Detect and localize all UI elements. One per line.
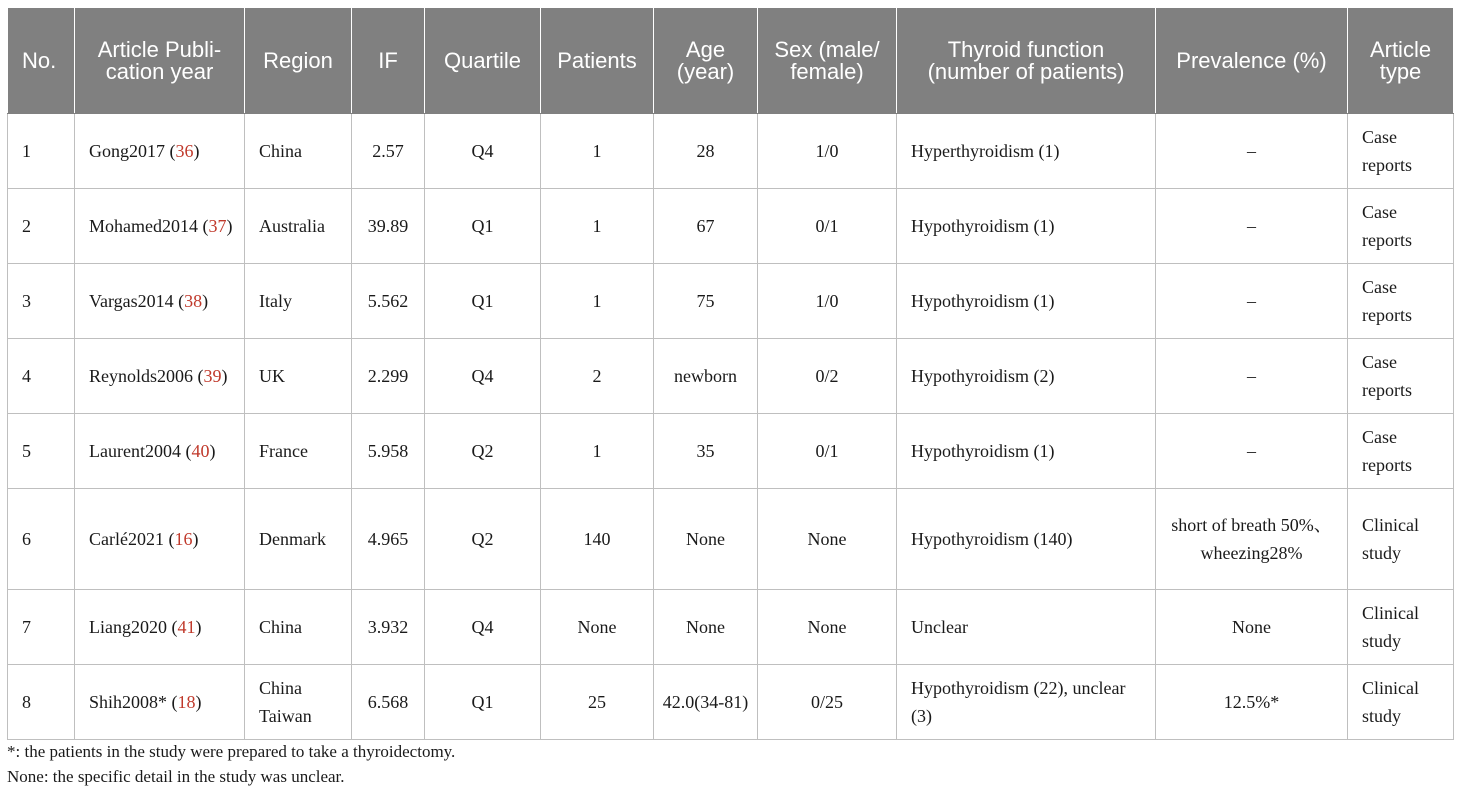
cell-type: Clinical study (1348, 590, 1454, 665)
author-year: Reynolds2006 (89, 366, 194, 386)
cell-prevalence: – (1156, 189, 1348, 264)
cell-if: 5.958 (352, 414, 425, 489)
cell-sex: None (758, 590, 897, 665)
cell-age: None (654, 590, 758, 665)
cell-no: 7 (8, 590, 75, 665)
reference-link[interactable]: 37 (208, 216, 227, 236)
cell-no: 3 (8, 264, 75, 339)
cell-patients: None (541, 590, 654, 665)
col-header-article: Article Publi-cation year (75, 8, 245, 114)
cell-thyroid: Hypothyroidism (22), unclear (3) (897, 665, 1156, 740)
cell-sex: 0/2 (758, 339, 897, 414)
cell-if: 39.89 (352, 189, 425, 264)
cell-patients: 140 (541, 489, 654, 590)
author-year: Gong2017 (89, 141, 165, 161)
cell-region: China (245, 114, 352, 189)
footnote-none: None: the specific detail in the study was unclear. (7, 767, 345, 786)
cell-if: 5.562 (352, 264, 425, 339)
cell-thyroid: Hypothyroidism (140) (897, 489, 1156, 590)
reference-link[interactable]: 36 (175, 141, 194, 161)
cell-quartile: Q4 (425, 114, 541, 189)
cell-sex: 0/1 (758, 414, 897, 489)
cell-no: 1 (8, 114, 75, 189)
cell-type: Case reports (1348, 264, 1454, 339)
footnote-asterisk: *: the patients in the study were prepared to take a thyroidectomy. (7, 742, 456, 761)
col-header-age: Age (year) (654, 8, 758, 114)
cell-type: Case reports (1348, 114, 1454, 189)
cell-region: Italy (245, 264, 352, 339)
cell-no: 8 (8, 665, 75, 740)
table-row (8, 264, 1454, 339)
cell-patients: 1 (541, 189, 654, 264)
cell-article: Reynolds2006 (39) (75, 339, 245, 414)
col-header-sex: Sex (male/ female) (758, 8, 897, 114)
reference-link[interactable]: 18 (177, 692, 196, 712)
table-container (7, 7, 1453, 740)
cell-no: 5 (8, 414, 75, 489)
table-row (8, 414, 1454, 489)
cell-article: Shih2008* (18) (75, 665, 245, 740)
reference-link[interactable]: 41 (177, 617, 196, 637)
col-header-type: Article type (1348, 8, 1454, 114)
cell-age: 67 (654, 189, 758, 264)
col-header-region: Region (245, 8, 352, 114)
cell-prevalence: 12.5%* (1156, 665, 1348, 740)
cell-type: Case reports (1348, 414, 1454, 489)
cell-thyroid: Hypothyroidism (1) (897, 189, 1156, 264)
table-row (8, 665, 1454, 740)
cell-quartile: Q2 (425, 414, 541, 489)
table-row (8, 114, 1454, 189)
cell-sex: None (758, 489, 897, 590)
thyroid-studies-table (7, 7, 1454, 740)
cell-patients: 25 (541, 665, 654, 740)
cell-region: UK (245, 339, 352, 414)
col-header-prevalence: Prevalence (%) (1156, 8, 1348, 114)
cell-prevalence: short of breath 50%、wheezing28% (1156, 489, 1348, 590)
cell-region: China Taiwan (245, 665, 352, 740)
cell-if: 4.965 (352, 489, 425, 590)
cell-age: 35 (654, 414, 758, 489)
cell-region: Australia (245, 189, 352, 264)
cell-article: Mohamed2014 (37) (75, 189, 245, 264)
author-year: Liang2020 (89, 617, 167, 637)
cell-type: Case reports (1348, 189, 1454, 264)
col-header-no: No. (8, 8, 75, 114)
cell-sex: 0/1 (758, 189, 897, 264)
cell-prevalence: – (1156, 114, 1348, 189)
cell-thyroid: Hypothyroidism (2) (897, 339, 1156, 414)
cell-quartile: Q1 (425, 264, 541, 339)
cell-if: 6.568 (352, 665, 425, 740)
cell-if: 2.299 (352, 339, 425, 414)
cell-quartile: Q2 (425, 489, 541, 590)
cell-thyroid: Hyperthyroidism (1) (897, 114, 1156, 189)
author-year: Laurent2004 (89, 441, 181, 461)
cell-article: Gong2017 (36) (75, 114, 245, 189)
cell-prevalence: None (1156, 590, 1348, 665)
cell-thyroid: Hypothyroidism (1) (897, 414, 1156, 489)
cell-no: 6 (8, 489, 75, 590)
cell-prevalence: – (1156, 414, 1348, 489)
cell-patients: 1 (541, 114, 654, 189)
cell-article: Vargas2014 (38) (75, 264, 245, 339)
col-header-thyroid: Thyroid function (number of patients) (897, 8, 1156, 114)
cell-quartile: Q1 (425, 189, 541, 264)
cell-age: newborn (654, 339, 758, 414)
author-year: Mohamed2014 (89, 216, 198, 236)
cell-region: France (245, 414, 352, 489)
table-row (8, 590, 1454, 665)
cell-if: 3.932 (352, 590, 425, 665)
cell-quartile: Q1 (425, 665, 541, 740)
col-header-patients: Patients (541, 8, 654, 114)
cell-age: 28 (654, 114, 758, 189)
cell-sex: 1/0 (758, 114, 897, 189)
reference-link[interactable]: 40 (191, 441, 210, 461)
table-footnotes (7, 739, 455, 789)
table-row (8, 339, 1454, 414)
reference-link[interactable]: 38 (184, 291, 203, 311)
cell-quartile: Q4 (425, 590, 541, 665)
cell-region: China (245, 590, 352, 665)
reference-link[interactable]: 39 (203, 366, 222, 386)
cell-no: 2 (8, 189, 75, 264)
cell-no: 4 (8, 339, 75, 414)
cell-article: Carlé2021 (16) (75, 489, 245, 590)
col-header-if: IF (352, 8, 425, 114)
cell-patients: 2 (541, 339, 654, 414)
cell-type: Clinical study (1348, 489, 1454, 590)
cell-patients: 1 (541, 414, 654, 489)
table-row (8, 489, 1454, 590)
header-row (8, 8, 1454, 114)
cell-thyroid: Hypothyroidism (1) (897, 264, 1156, 339)
cell-type: Clinical study (1348, 665, 1454, 740)
author-year: Vargas2014 (89, 291, 174, 311)
cell-quartile: Q4 (425, 339, 541, 414)
cell-prevalence: – (1156, 264, 1348, 339)
cell-thyroid: Unclear (897, 590, 1156, 665)
author-year: Carlé2021 (89, 529, 164, 549)
cell-patients: 1 (541, 264, 654, 339)
cell-sex: 0/25 (758, 665, 897, 740)
cell-type: Case reports (1348, 339, 1454, 414)
cell-age: 42.0(34-81) (654, 665, 758, 740)
table-row (8, 189, 1454, 264)
cell-age: 75 (654, 264, 758, 339)
cell-prevalence: – (1156, 339, 1348, 414)
author-year: Shih2008* (89, 692, 168, 712)
cell-article: Liang2020 (41) (75, 590, 245, 665)
cell-sex: 1/0 (758, 264, 897, 339)
col-header-quartile: Quartile (425, 8, 541, 114)
reference-link[interactable]: 16 (174, 529, 193, 549)
cell-age: None (654, 489, 758, 590)
cell-if: 2.57 (352, 114, 425, 189)
cell-region: Denmark (245, 489, 352, 590)
cell-article: Laurent2004 (40) (75, 414, 245, 489)
